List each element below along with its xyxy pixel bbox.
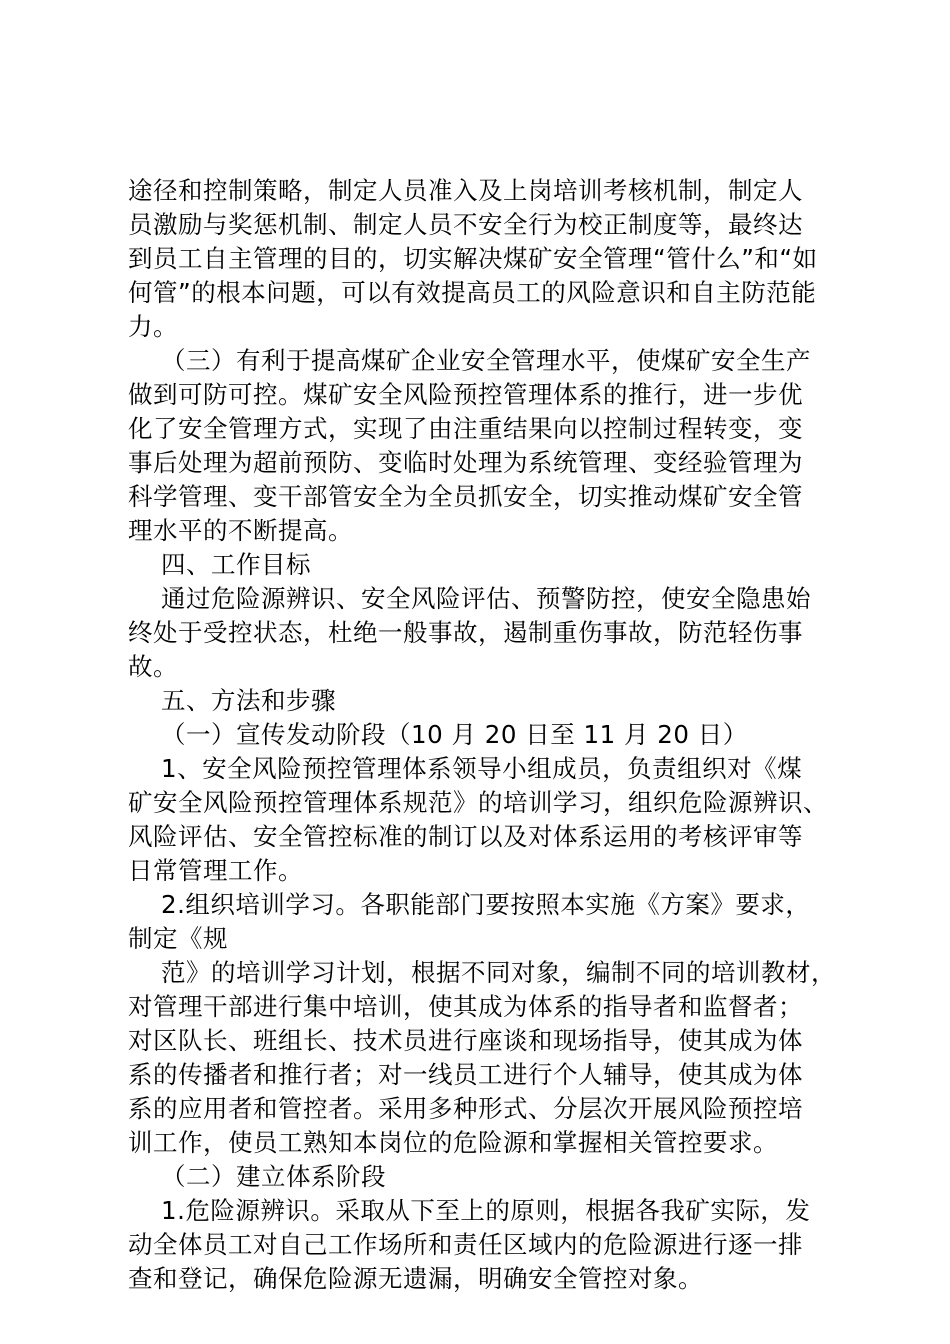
text-line: 1.危险源辨识。采取从下至上的原则，根据各我矿实际，发	[161, 1196, 811, 1225]
text-line: 理水平的不断提高。	[128, 516, 353, 545]
text-line: 动全体员工对自己工作场所和责任区域内的危险源进行逐一排	[128, 1230, 803, 1259]
text-line: 途径和控制策略，制定人员准入及上岗培训考核机制，制定人	[128, 176, 803, 205]
text-line: 制定《规	[128, 924, 228, 953]
text-line: 对管理干部进行集中培训，使其成为体系的指导者和监督者；	[128, 992, 803, 1021]
text-line: 查和登记，确保危险源无遗漏，明确安全管控对象。	[128, 1264, 703, 1293]
text-line: 系的应用者和管控者。采用多种形式、分层次开展风险预控培	[128, 1094, 803, 1123]
text-line: 矿安全风险预控管理体系规范》的培训学习，组织危险源辨识、	[128, 788, 828, 817]
text-line: 对区队长、班组长、技术员进行座谈和现场指导，使其成为体	[128, 1026, 803, 1055]
section-heading: 四、工作目标	[161, 550, 311, 579]
text-line: 故。	[128, 652, 178, 681]
text-line: 2.组织培训学习。各职能部门要按照本实施《方案》要求，	[161, 890, 811, 919]
text-line: 系的传播者和推行者；对一线员工进行个人辅导，使其成为体	[128, 1060, 803, 1089]
text-line: 化了安全管理方式，实现了由注重结果向以控制过程转变，变	[128, 414, 803, 443]
text-line: 范》的培训学习计划，根据不同对象，编制不同的培训教材，	[161, 958, 836, 987]
text-line: 做到可防可控。煤矿安全风险预控管理体系的推行，进一步优	[128, 380, 803, 409]
text-line: （三）有利于提高煤矿企业安全管理水平，使煤矿安全生产	[161, 346, 811, 375]
text-line: 何管”的根本问题，可以有效提高员工的风险意识和自主防范能	[128, 278, 817, 307]
text-line: 力。	[128, 312, 178, 341]
text-line: 风险评估、安全管控标准的制订以及对体系运用的考核评审等	[128, 822, 803, 851]
text-line: 科学管理、变干部管安全为全员抓安全，切实推动煤矿安全管	[128, 482, 803, 511]
text-line: 通过危险源辨识、安全风险评估、预警防控，使安全隐患始	[161, 584, 811, 613]
text-line: 到员工自主管理的目的，切实解决煤矿安全管理“管什么”和“如	[128, 244, 818, 273]
section-heading: 五、方法和步骤	[161, 686, 336, 715]
subsection-heading: （一）宣传发动阶段（10 月 20 日至 11 月 20 日）	[161, 720, 748, 749]
text-line: 训工作，使员工熟知本岗位的危险源和掌握相关管控要求。	[128, 1128, 778, 1157]
text-line: 员激励与奖惩机制、制定人员不安全行为校正制度等，最终达	[128, 210, 803, 239]
text-line: 终处于受控状态，杜绝一般事故，遏制重伤事故，防范轻伤事	[128, 618, 803, 647]
text-line: 1、安全风险预控管理体系领导小组成员，负责组织对《煤	[161, 754, 803, 783]
text-line: 事后处理为超前预防、变临时处理为系统管理、变经验管理为	[128, 448, 803, 477]
subsection-heading: （二）建立体系阶段	[161, 1162, 386, 1191]
text-line: 日常管理工作。	[128, 856, 303, 885]
body-text	[128, 174, 848, 1296]
